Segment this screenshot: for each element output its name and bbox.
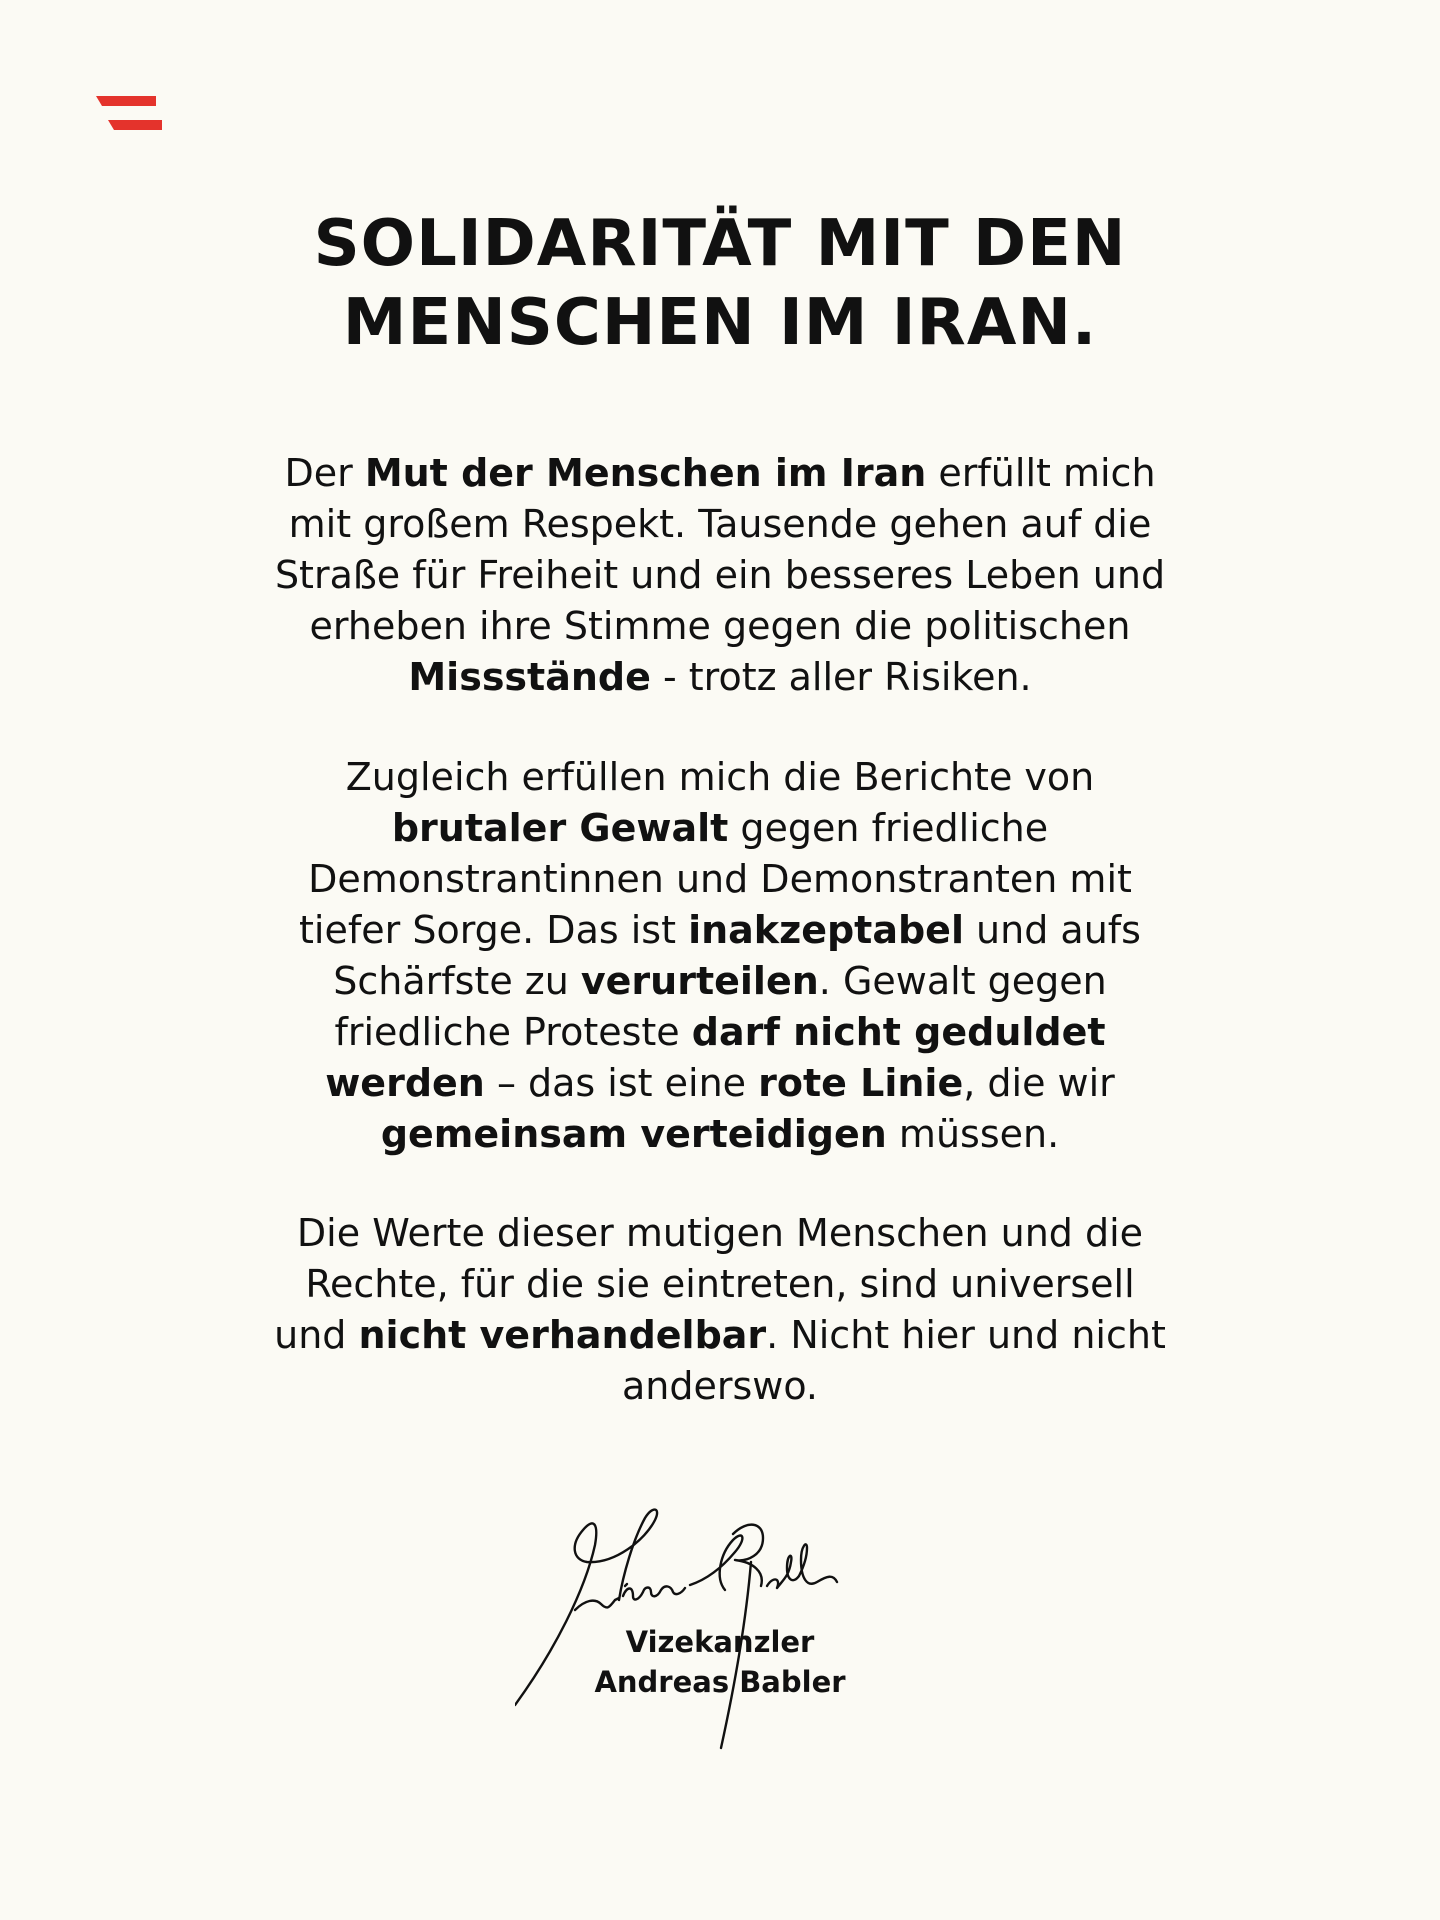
statement-line [220, 601, 1220, 652]
text-segment: . Nicht hier und nicht [766, 1313, 1166, 1357]
statement-line [220, 1007, 1220, 1058]
page-title-line: MENSCHEN IM IRAN. [342, 286, 1098, 360]
statement-line [220, 448, 1220, 499]
text-segment: erheben ihre Stimme gegen die politischen [309, 604, 1131, 648]
statement-paragraph [220, 448, 1220, 703]
text-segment: Straße für Freiheit und ein besseres Leben und [274, 553, 1166, 597]
emphasized-text: Missstände [408, 655, 651, 699]
statement-line [220, 956, 1220, 1007]
emphasized-text: rote Linie [758, 1061, 964, 1105]
statement-paragraph [220, 1208, 1220, 1412]
emphasized-text: inakzeptabel [688, 908, 964, 952]
statement-line [220, 905, 1220, 956]
text-segment: müssen. [886, 1112, 1060, 1156]
statement-line [220, 652, 1220, 703]
signatory-role: Vizekanzler [625, 1625, 815, 1659]
emphasized-text: darf nicht geduldet [691, 1010, 1106, 1054]
text-segment: - trotz aller Risiken. [650, 655, 1032, 699]
statement-line [220, 1310, 1220, 1361]
signatory-name: Andreas Babler [594, 1665, 846, 1699]
statement-paragraph [220, 752, 1220, 1160]
emphasized-text: gemeinsam verteidigen [380, 1112, 887, 1156]
text-segment: friedliche Proteste [334, 1010, 692, 1054]
page-title [0, 205, 1440, 363]
text-segment: Schärfste zu [333, 959, 581, 1003]
signature-block [0, 1622, 1440, 1702]
text-segment: tiefer Sorge. Das ist [299, 908, 689, 952]
text-segment: . Gewalt gegen [818, 959, 1107, 1003]
statement-line [220, 1109, 1220, 1160]
statement-line [220, 550, 1220, 601]
text-segment: Rechte, für die sie eintreten, sind universell [305, 1262, 1135, 1306]
emphasized-text: nicht verhandelbar [358, 1313, 767, 1357]
text-segment: Demonstrantinnen und Demonstranten mit [308, 857, 1132, 901]
text-segment: und aufs [963, 908, 1141, 952]
text-segment: Der [284, 451, 365, 495]
text-segment: anderswo. [621, 1364, 819, 1408]
statement-line [220, 803, 1220, 854]
text-segment: erfüllt mich [926, 451, 1156, 495]
text-segment: , die wir [963, 1061, 1115, 1105]
text-segment: mit großem Respekt. Tausende gehen auf die [288, 502, 1152, 546]
statement-line [220, 854, 1220, 905]
text-segment: – das ist eine [484, 1061, 759, 1105]
text-segment: Die Werte dieser mutigen Menschen und die [296, 1211, 1144, 1255]
text-segment: gegen friedliche [728, 806, 1049, 850]
statement-line [220, 1259, 1220, 1310]
statement-line [220, 499, 1220, 550]
page-title-line: SOLIDARITÄT MIT DEN [313, 207, 1127, 281]
statement-line [220, 752, 1220, 803]
emphasized-text: brutaler Gewalt [391, 806, 729, 850]
emphasized-text: werden [325, 1061, 485, 1105]
text-segment: Zugleich erfüllen mich die Berichte von [345, 755, 1095, 799]
text-segment: und [274, 1313, 359, 1357]
statement-line [220, 1208, 1220, 1259]
statement-line [220, 1058, 1220, 1109]
austria-flag-icon [96, 96, 162, 140]
statement-line [220, 1361, 1220, 1412]
emphasized-text: verurteilen [580, 959, 819, 1003]
emphasized-text: Mut der Menschen im Iran [364, 451, 927, 495]
